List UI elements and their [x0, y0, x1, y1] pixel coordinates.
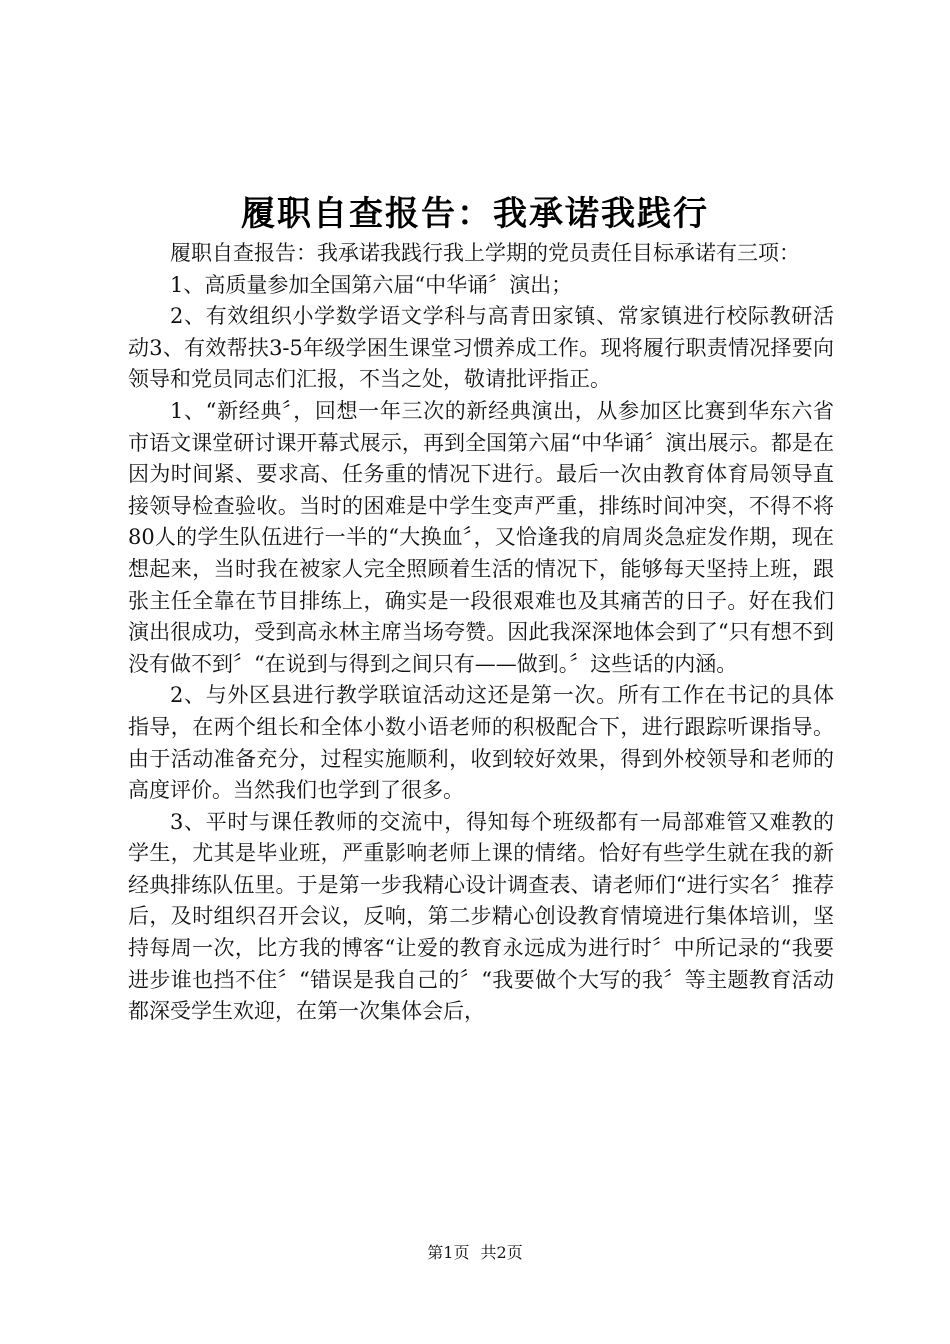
document-title: 履职自查报告：我承诺我践行 [241, 194, 709, 234]
page-footer [0, 1240, 950, 1263]
page-number: 第1页 [427, 1243, 470, 1262]
paragraph-intro: 履职自查报告：我承诺我践行我上学期的党员责任目标承诺有三项： [170, 241, 800, 265]
paragraph-section-2: 2、与外区县进行教学联谊活动这还是第一次。所有工作在书记的具体指导，在两个组长和全体小数小语老师的积极配合下，进行跟踪听课指导。由于活动准备充分，过程实施顺利，收到较好效果，得到外校领导和老师的高度评价。当然我们也学到了很多。 [128, 683, 834, 803]
paragraph-item-1: 1、高质量参加全国第六届“中华诵〞演出； [170, 272, 573, 297]
page-total: 共2页 [480, 1243, 523, 1262]
paragraph-section-1: 1、“新经典〞，回想一年三次的新经典演出，从参加区比赛到华东六省市语文课堂研讨课开幕式展示，再到全国第六届“中华诵〞演出展示。都是在因为时间紧、要求高、任务重的情况下进行。最后一次由教育体育局领导直接领导检查验收。当时的困难是中学生变声严重，排练时间冲突，不得不将80人的学生队伍进行一半的“大换血〞，又恰逢我的肩周炎急症发作期，现在想起来，当时我在被家人完全照顾着生活的情况下，能够每天坚持上班，跟张主任全靠在节目排练上，确实是一段很艰难也及其痛苦的日子。好在我们演出很成功，受到高永林主席当场夸赞。因此我深深地体会到了“只有想不到没有做不到〞“在说到与得到之间只有——做到。〞这些话的内涵。 [128, 398, 834, 676]
paragraph-section-3: 3、平时与课任教师的交流中，得知每个班级都有一局部难管又难教的学生，尤其是毕业班，严重影响老师上课的情绪。恰好有些学生就在我的新经典排练队伍里。于是第一步我精心设计调查表、请老师们“进行实名〞推荐后，及时组织召开会议，反响，第二步精心创设教育情境进行集体培训，坚持每周一次，比方我的博客“让爱的教育永远成为进行时〞中所记录的“我要进步谁也挡不住〞“错误是我自己的〞“我要做个大写的我〞等主题教育活动都深受学生欢迎，在第一次集体会后， [128, 809, 834, 1024]
document-body [128, 238, 834, 1028]
paragraph-item-2: 2、有效组织小学数学语文学科与高青田家镇、常家镇进行校际教研活动3、有效帮扶3-5年级学困生课堂习惯养成工作。现将履行职责情况择要向领导和党员同志们汇报，不当之处，敬请批评指正。 [128, 304, 834, 392]
